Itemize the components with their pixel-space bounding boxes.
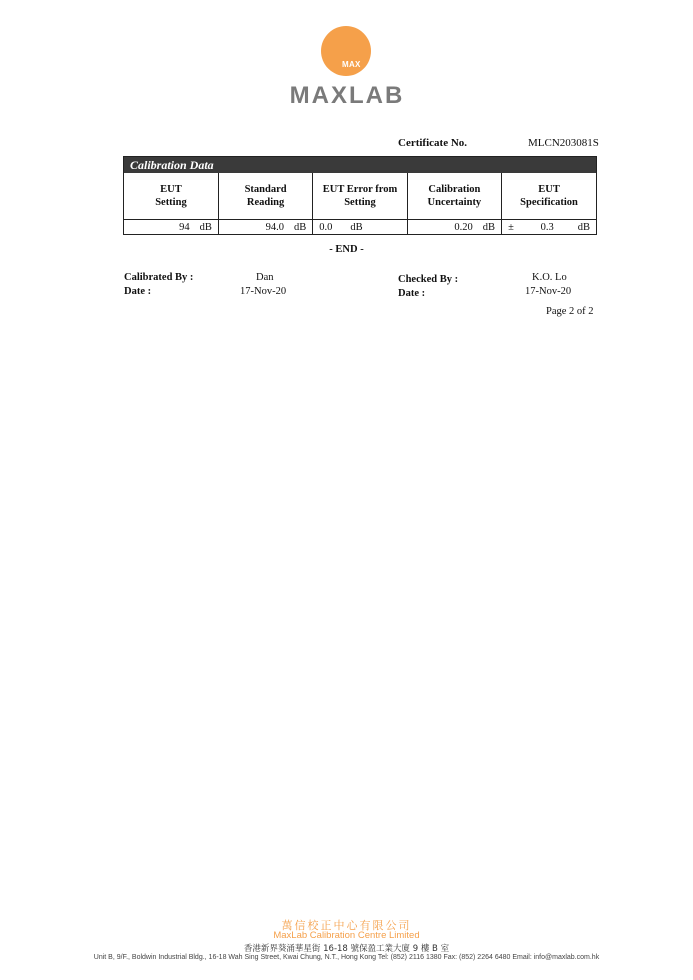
footer-company-en: MaxLab Calibration Centre Limited: [273, 930, 420, 941]
cell-value: 0.3: [540, 221, 554, 233]
checked-by-label: Checked By :: [398, 274, 459, 285]
certificate-label: Certificate No.: [398, 137, 468, 149]
cell-eut-specification: [502, 220, 596, 235]
cell-unit: dB: [577, 221, 590, 233]
header-eut-error: [313, 173, 407, 220]
cell-value: 0.0: [319, 221, 333, 233]
cell-value: 0.20: [454, 221, 473, 233]
footer-company-cn: 萬信校正中心有限公司: [281, 919, 412, 932]
header-line: EUT: [538, 184, 560, 195]
header-eut-setting: [124, 173, 218, 220]
footer-address-en: Unit B, 9/F., Boldwin Industrial Bldg., 16-18 Wah Sing Street, Kwai Chung, N.T., Hong Kong Tel: (852) 2116 1380 Fax: (852) 2264 6480 Email: info@maxlab.com.hk: [93, 954, 600, 961]
cell-unit: dB: [199, 221, 212, 233]
page-number: Page 2 of 2: [546, 306, 594, 317]
checked-by-value: K.O. Lo: [532, 272, 567, 283]
header-line: Specification: [520, 197, 578, 208]
cell-value: 94: [179, 221, 190, 233]
header-line: EUT Error from: [322, 184, 398, 195]
cell-unit: dB: [350, 221, 363, 233]
header-calibration-uncertainty: [407, 173, 501, 220]
header-line: EUT: [160, 184, 182, 195]
table-row: [124, 220, 596, 235]
header-standard-reading: [218, 173, 312, 220]
calibrated-by-value: Dan: [256, 272, 274, 283]
logo-wordmark: MAXLAB: [289, 82, 405, 109]
footer-address-cn: 香港新界葵涌華星街 16-18 號保盈工業大廈 9 樓 B 室: [243, 944, 450, 954]
calibrated-by-label: Calibrated By :: [124, 272, 194, 283]
calibration-table-grid: [124, 173, 596, 234]
cell-sign: ±: [508, 221, 514, 233]
logo-badge-text: MAX: [342, 60, 361, 69]
table-header-row: [124, 173, 596, 220]
end-marker: - END -: [329, 244, 364, 255]
header-line: Setting: [155, 197, 187, 208]
header-eut-specification: [502, 173, 596, 220]
cell-eut-setting: [124, 220, 218, 235]
header-line: Calibration: [428, 184, 481, 195]
certificate-number: MLCN203081S: [528, 137, 599, 149]
table-title: Calibration Data: [124, 157, 596, 173]
header-line: Standard: [244, 184, 287, 195]
cell-value: 94.0: [265, 221, 285, 233]
checked-date-label: Date :: [398, 288, 426, 299]
header-line: Uncertainty: [427, 197, 482, 208]
calibration-data-table: [123, 156, 597, 235]
header-line: Setting: [344, 197, 376, 208]
checked-date-value: 17-Nov-20: [525, 286, 572, 297]
cell-calibration-uncertainty: [407, 220, 501, 235]
cell-eut-error: [313, 220, 407, 235]
header-line: Reading: [246, 197, 285, 208]
calibrated-date-label: Date :: [124, 286, 152, 297]
calibrated-date-value: 17-Nov-20: [240, 286, 287, 297]
cell-standard-reading: [218, 220, 312, 235]
cell-unit: dB: [294, 221, 307, 233]
cell-unit: dB: [482, 221, 496, 233]
